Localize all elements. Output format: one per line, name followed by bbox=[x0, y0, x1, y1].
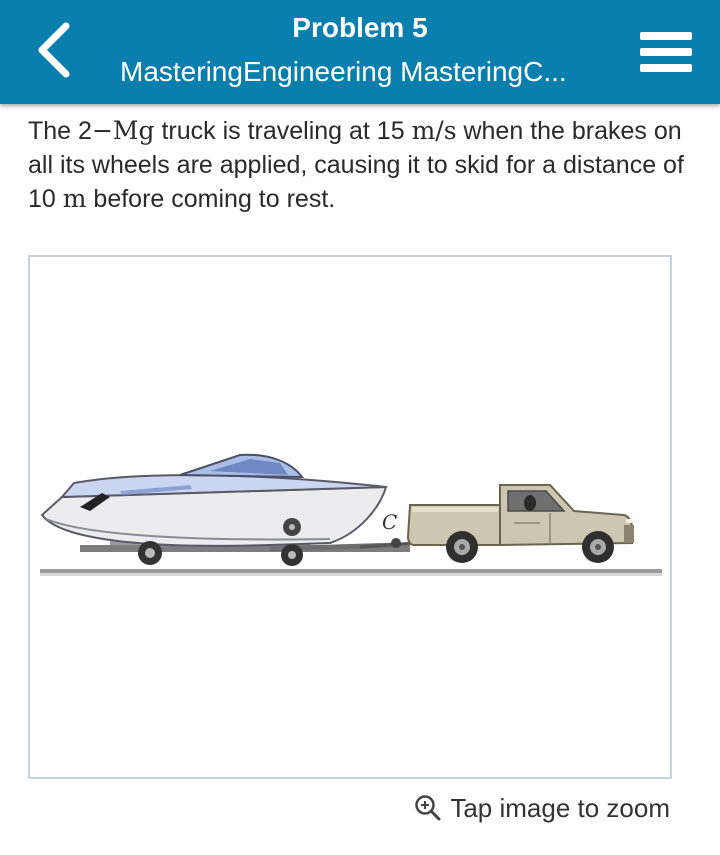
truck-rear-wheel bbox=[446, 531, 478, 563]
problem-text-2: truck is traveling at 15 bbox=[154, 117, 412, 145]
trailer-wheel-2 bbox=[281, 544, 303, 566]
problem-text-4: before coming to rest. bbox=[86, 185, 336, 213]
hamburger-menu-icon bbox=[640, 28, 692, 76]
page-subtitle: MasteringEngineering MasteringC... bbox=[120, 56, 567, 87]
menu-button[interactable] bbox=[638, 24, 694, 80]
problem-text-1: The 2 bbox=[28, 117, 92, 145]
trailer-wheel-1 bbox=[138, 541, 162, 565]
app-header bbox=[0, 0, 720, 104]
problem-statement bbox=[28, 114, 698, 216]
point-c-label: C bbox=[382, 510, 398, 534]
zoom-link[interactable] bbox=[414, 790, 670, 826]
ground-line bbox=[40, 569, 662, 573]
hitch-point-c bbox=[391, 538, 401, 548]
speed-unit: m/s bbox=[411, 116, 457, 145]
page-title: Problem 5 bbox=[292, 12, 428, 43]
truck-boat-illustration bbox=[30, 257, 670, 777]
truck-front-wheel bbox=[582, 531, 614, 563]
problem-figure[interactable] bbox=[28, 255, 672, 779]
problem-text-3: when the brakes on all its wheels are applied, causing it to skid for a distance of 10 bbox=[28, 117, 684, 213]
ground-shadow bbox=[40, 573, 662, 576]
zoom-in-icon bbox=[414, 794, 442, 822]
zoom-label: Tap image to zoom bbox=[450, 792, 670, 823]
distance-unit: m bbox=[62, 184, 87, 213]
mass-unit: −Mg bbox=[91, 116, 155, 145]
trailer-wheel-3 bbox=[283, 518, 301, 536]
